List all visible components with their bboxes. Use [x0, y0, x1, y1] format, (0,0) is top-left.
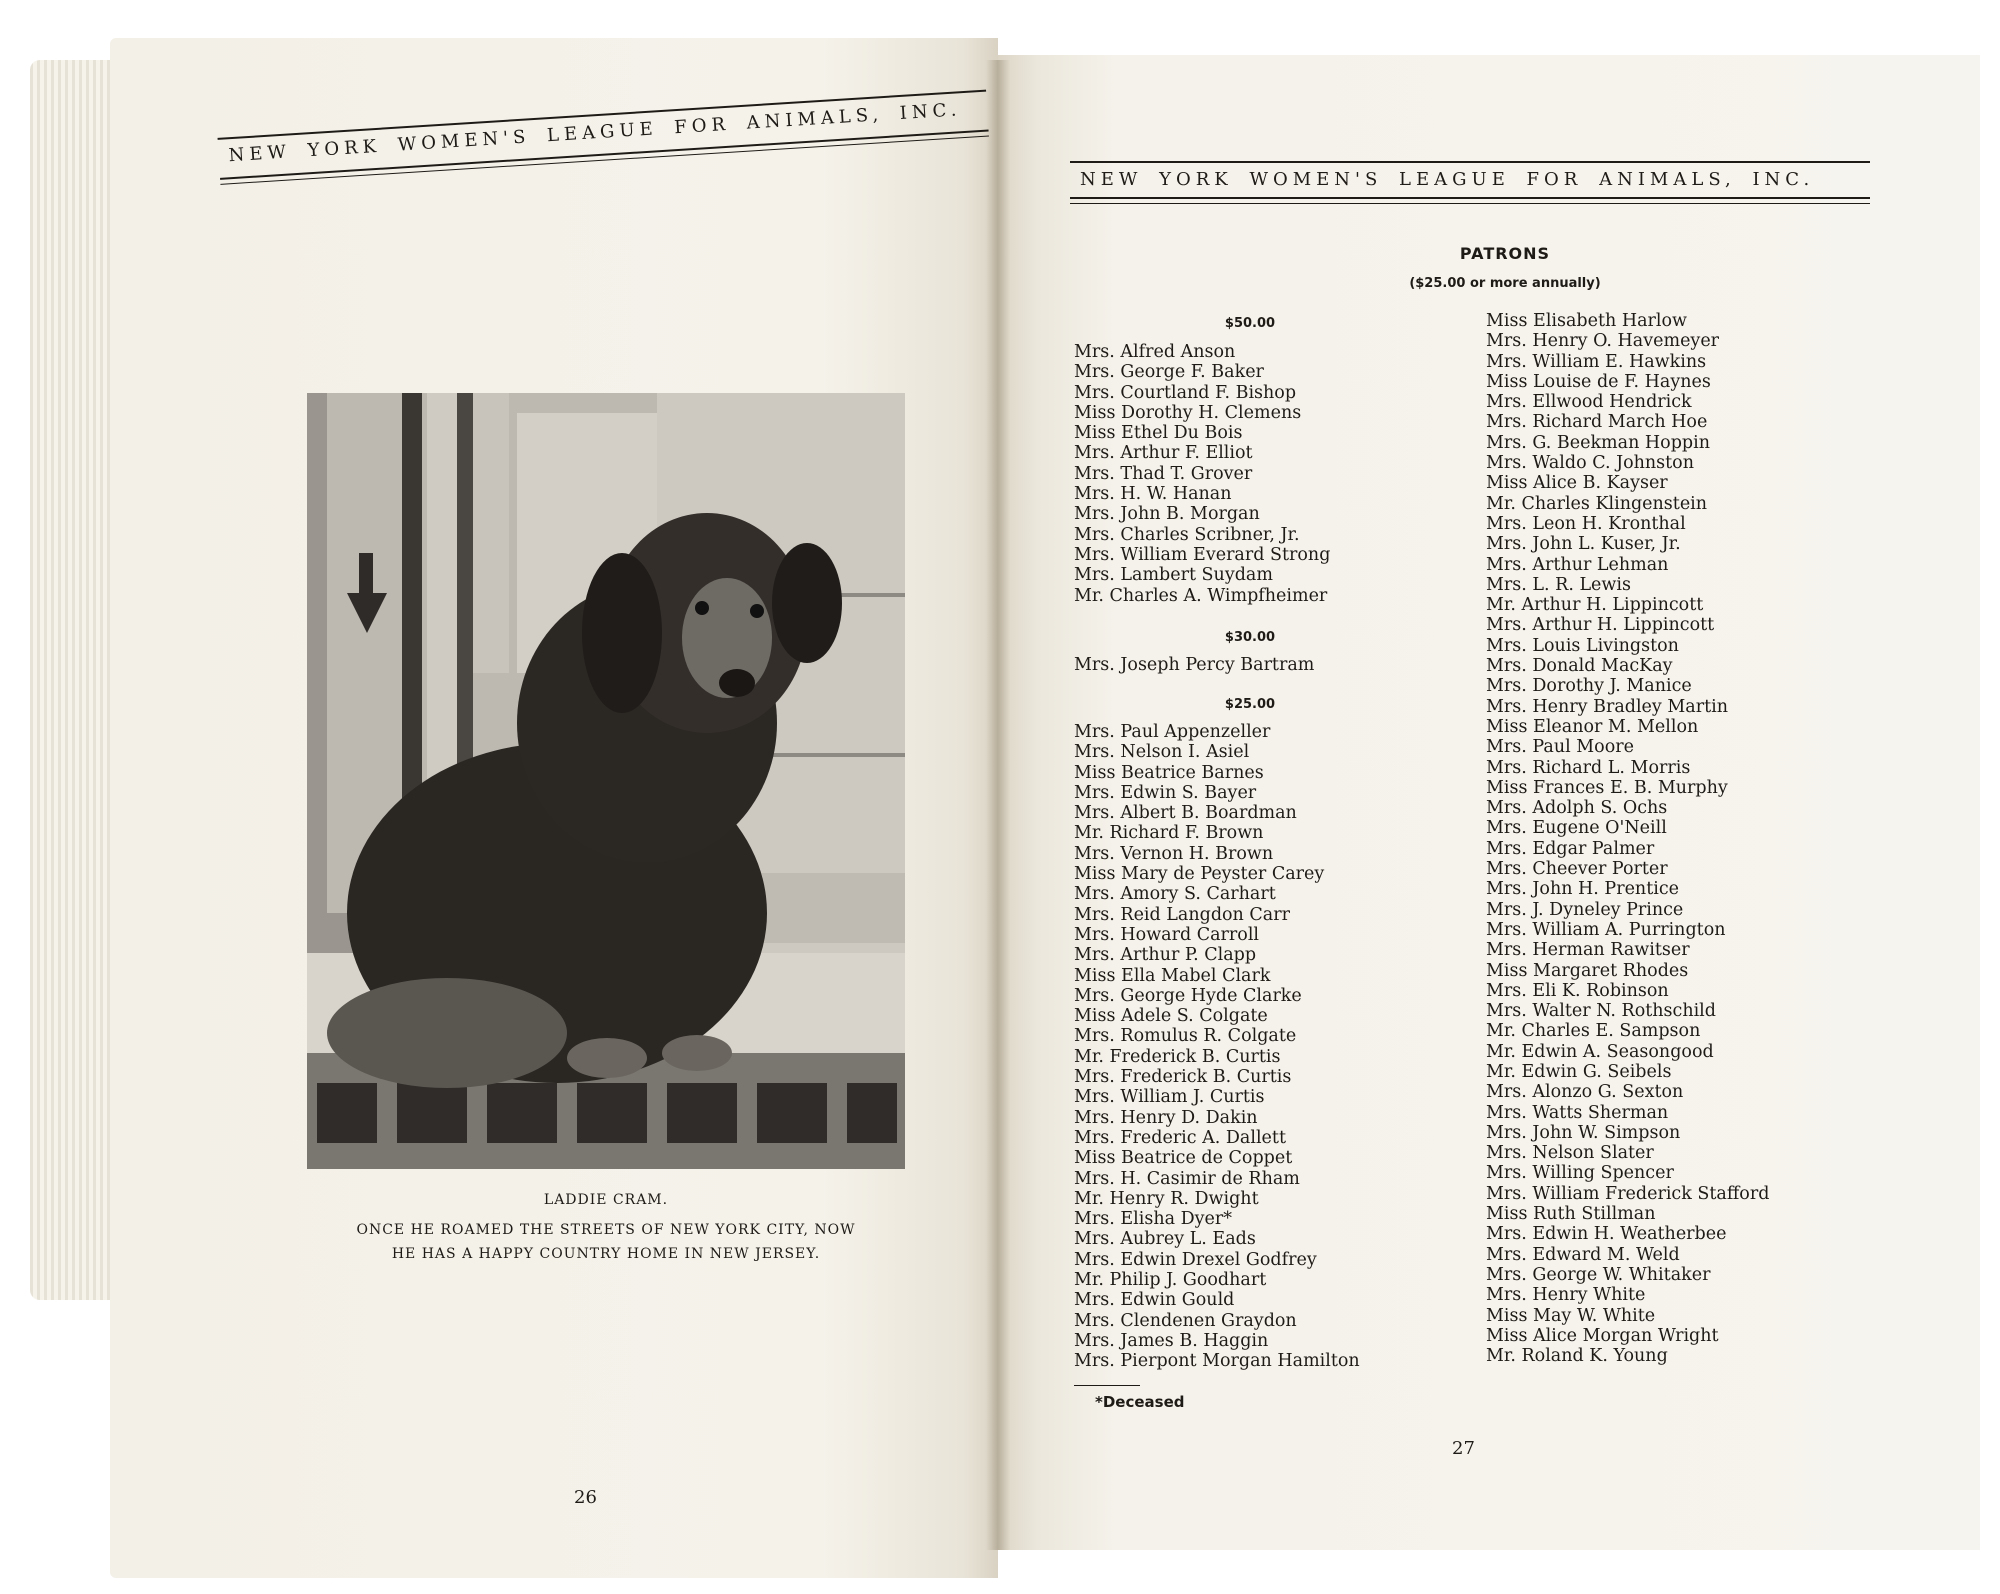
- patron-name: Mrs. J. Dyneley Prince: [1486, 899, 1684, 920]
- dog-photograph: [307, 393, 905, 1169]
- footnote-deceased: *Deceased: [1095, 1393, 1185, 1411]
- patron-name: Mrs. Dorothy J. Manice: [1486, 676, 1692, 697]
- patron-list-30: [1074, 655, 1314, 675]
- patron-name: Mrs. James B. Haggin: [1074, 1330, 1269, 1351]
- patron-name: Mr. Roland K. Young: [1486, 1346, 1668, 1367]
- patron-name: Mrs. William J. Curtis: [1074, 1087, 1265, 1108]
- patron-name: Mrs. Henry Bradley Martin: [1486, 696, 1728, 717]
- patron-name: Mrs. Paul Moore: [1486, 737, 1634, 758]
- patrons-subtitle: ($25.00 or more annually): [1409, 276, 1601, 291]
- patron-name: Mrs. Arthur P. Clapp: [1074, 945, 1257, 966]
- patron-name: Mrs. Paul Appenzeller: [1074, 722, 1271, 742]
- patron-name: Mrs. Edwin S. Bayer: [1074, 782, 1257, 803]
- photo-caption-line: HE HAS A HAPPY COUNTRY HOME IN NEW JERSEY.: [391, 1246, 821, 1262]
- patron-name: Miss Adele S. Colgate: [1074, 1006, 1268, 1027]
- patron-name: Mrs. Thad T. Grover: [1074, 463, 1253, 484]
- patron-name: Mrs. Edwin Drexel Godfrey: [1074, 1249, 1317, 1270]
- patron-name: Miss Dorothy H. Clemens: [1074, 402, 1302, 423]
- patron-name: Mrs. John L. Kuser, Jr.: [1486, 534, 1681, 555]
- patron-name: Miss Frances E. B. Murphy: [1486, 777, 1728, 798]
- section-heading-25: $25.00: [1224, 697, 1276, 712]
- patron-name: Mrs. Nelson Slater: [1486, 1143, 1654, 1164]
- patron-name: Mrs. Pierpont Morgan Hamilton: [1074, 1351, 1360, 1372]
- patron-name: Mrs. Alonzo G. Sexton: [1486, 1082, 1684, 1103]
- patron-name: Mrs. Louis Livingston: [1486, 635, 1679, 656]
- patron-name: Mrs. William E. Hawkins: [1486, 351, 1707, 372]
- patron-name: Mrs. Edwin Gould: [1074, 1290, 1235, 1311]
- patron-name: Mrs. Clendenen Graydon: [1074, 1310, 1297, 1331]
- patron-name: Mrs. Edgar Palmer: [1486, 838, 1655, 859]
- patron-list-50: [1074, 342, 1330, 606]
- patron-name: Mrs. Willing Spencer: [1486, 1163, 1674, 1184]
- patron-name: Mrs. Watts Sherman: [1486, 1102, 1669, 1123]
- patron-name: Mrs. Romulus R. Colgate: [1074, 1026, 1297, 1047]
- patron-name: Miss Ruth Stillman: [1486, 1204, 1656, 1225]
- patron-name: Mrs. Eugene O'Neill: [1486, 818, 1667, 839]
- patron-name: Mrs. Frederic A. Dallett: [1074, 1127, 1286, 1148]
- patron-name: Mrs. Edward M. Weld: [1486, 1244, 1680, 1265]
- left-page-number: 26: [574, 1487, 597, 1508]
- patron-name: Mrs. H. Casimir de Rham: [1074, 1168, 1300, 1189]
- patron-name: Mr. Edwin G. Seibels: [1486, 1061, 1672, 1082]
- patron-name: Mrs. Alfred Anson: [1074, 342, 1236, 362]
- patron-name: Miss Beatrice de Coppet: [1074, 1148, 1293, 1169]
- patron-name: Miss May W. White: [1486, 1305, 1656, 1326]
- patron-name: Mrs. William A. Purrington: [1486, 919, 1726, 940]
- patron-name: Mrs. Vernon H. Brown: [1074, 843, 1274, 864]
- patron-name: Mrs. Elisha Dyer*: [1074, 1209, 1232, 1230]
- patron-name: Mrs. Waldo C. Johnston: [1486, 453, 1694, 474]
- patron-name: Mrs. John B. Morgan: [1074, 504, 1260, 525]
- patron-name: Mr. Edwin A. Seasongood: [1486, 1041, 1714, 1062]
- patron-name: Mrs. John H. Prentice: [1486, 879, 1679, 900]
- left-header-text: NEW YORK WOMEN'S LEAGUE FOR ANIMALS, INC.: [227, 99, 963, 167]
- patron-name: Mrs. L. R. Lewis: [1486, 574, 1631, 595]
- right-running-header: [1070, 155, 1870, 215]
- right-header-text: NEW YORK WOMEN'S LEAGUE FOR ANIMALS, INC.: [1080, 169, 1815, 190]
- patron-name: Mrs. Henry D. Dakin: [1074, 1107, 1258, 1128]
- patron-name: Mrs. Frederick B. Curtis: [1074, 1067, 1292, 1088]
- patron-name: Mrs. Charles Scribner, Jr.: [1074, 524, 1300, 545]
- patron-name: Mrs. Ellwood Hendrick: [1486, 392, 1692, 413]
- patron-name: Mrs. George Hyde Clarke: [1074, 985, 1302, 1006]
- patron-name: Mrs. Reid Langdon Carr: [1074, 904, 1290, 925]
- patron-name: Mrs. Adolph S. Ochs: [1486, 798, 1668, 819]
- patron-name: Miss Louise de F. Haynes: [1486, 371, 1711, 392]
- patron-name: Miss Alice Morgan Wright: [1486, 1325, 1719, 1346]
- patrons-title: PATRONS: [1459, 244, 1551, 263]
- patron-name: Mrs. Henry White: [1486, 1285, 1646, 1306]
- patron-name: Mrs. Walter N. Rothschild: [1486, 1001, 1716, 1022]
- section-heading-30: $30.00: [1224, 630, 1276, 645]
- patron-name: Mrs. Arthur Lehman: [1486, 554, 1669, 575]
- section-heading-50: $50.00: [1224, 316, 1276, 331]
- patron-name: Mrs. George W. Whitaker: [1486, 1264, 1711, 1285]
- patron-name: Mrs. Lambert Suydam: [1074, 565, 1273, 586]
- patron-name: Miss Ethel Du Bois: [1074, 423, 1243, 444]
- patron-name: Mrs. Richard March Hoe: [1486, 412, 1708, 433]
- patron-name: Mrs. Aubrey L. Eads: [1074, 1229, 1256, 1250]
- patron-name: Mr. Charles Klingenstein: [1486, 493, 1708, 514]
- patron-name: Mrs. Amory S. Carhart: [1074, 884, 1276, 905]
- patron-name: Mrs. Arthur H. Lippincott: [1486, 615, 1715, 636]
- patron-name: Mrs. William Everard Strong: [1074, 544, 1331, 565]
- patron-name: Miss Elisabeth Harlow: [1486, 311, 1688, 331]
- patron-name: Mrs. H. W. Hanan: [1074, 484, 1232, 505]
- patron-name: Miss Mary de Peyster Carey: [1074, 864, 1325, 885]
- patron-name: Miss Alice B. Kayser: [1486, 473, 1668, 494]
- patron-name: Mrs. Eli K. Robinson: [1486, 980, 1669, 1001]
- patron-name: Mrs. John W. Simpson: [1486, 1122, 1681, 1143]
- patron-name: Mrs. Nelson I. Asiel: [1074, 742, 1250, 763]
- patron-name: Miss Ella Mabel Clark: [1074, 965, 1271, 986]
- patron-name: Mr. Charles A. Wimpfheimer: [1074, 585, 1328, 606]
- patron-name: Mr. Arthur H. Lippincott: [1486, 595, 1704, 616]
- patron-name: Mrs. Richard L. Morris: [1486, 757, 1691, 778]
- header-rule: [1070, 161, 1870, 163]
- patron-name: Mrs. Edwin H. Weatherbee: [1486, 1224, 1727, 1245]
- book-gutter: [986, 60, 1010, 1550]
- photo-caption-title: LADDIE CRAM.: [543, 1192, 669, 1208]
- footnote-rule: [1074, 1385, 1140, 1386]
- patron-name: Mrs. Leon H. Kronthal: [1486, 513, 1686, 534]
- patron-list-25: [1074, 722, 1360, 1372]
- right-page-number: 27: [1452, 1438, 1475, 1459]
- patron-name: Mrs. Cheever Porter: [1486, 859, 1668, 880]
- header-rule: [1070, 197, 1870, 199]
- patron-name: Mrs. Joseph Percy Bartram: [1074, 655, 1315, 675]
- header-rule: [1070, 203, 1870, 204]
- patron-name: Mr. Richard F. Brown: [1074, 823, 1264, 844]
- patron-name: Mrs. Henry O. Havemeyer: [1486, 331, 1720, 352]
- patron-name: Mr. Philip J. Goodhart: [1074, 1270, 1267, 1291]
- patron-name: Miss Margaret Rhodes: [1486, 960, 1689, 981]
- patron-name: Mrs. Herman Rawitser: [1486, 940, 1690, 961]
- patron-name: Mr. Charles E. Sampson: [1486, 1021, 1701, 1042]
- patron-name: Mrs. G. Beekman Hoppin: [1486, 432, 1710, 453]
- patron-name: Miss Beatrice Barnes: [1074, 762, 1264, 783]
- patron-list-column-2: [1486, 311, 1769, 1366]
- patron-name: Mrs. William Frederick Stafford: [1486, 1183, 1770, 1204]
- patron-name: Mrs. Donald MacKay: [1486, 656, 1673, 677]
- patron-name: Mrs. Howard Carroll: [1074, 924, 1260, 945]
- patron-name: Mr. Frederick B. Curtis: [1074, 1046, 1281, 1067]
- patron-name: Mrs. Arthur F. Elliot: [1074, 443, 1253, 464]
- patron-name: Mrs. Courtland F. Bishop: [1074, 382, 1297, 403]
- photo-caption-line: ONCE HE ROAMED THE STREETS OF NEW YORK CITY, NOW: [356, 1222, 856, 1238]
- patron-name: Mr. Henry R. Dwight: [1074, 1188, 1259, 1209]
- patron-name: Mrs. Albert B. Boardman: [1074, 803, 1297, 824]
- patron-name: Mrs. George F. Baker: [1074, 362, 1264, 383]
- patron-name: Miss Eleanor M. Mellon: [1486, 716, 1699, 737]
